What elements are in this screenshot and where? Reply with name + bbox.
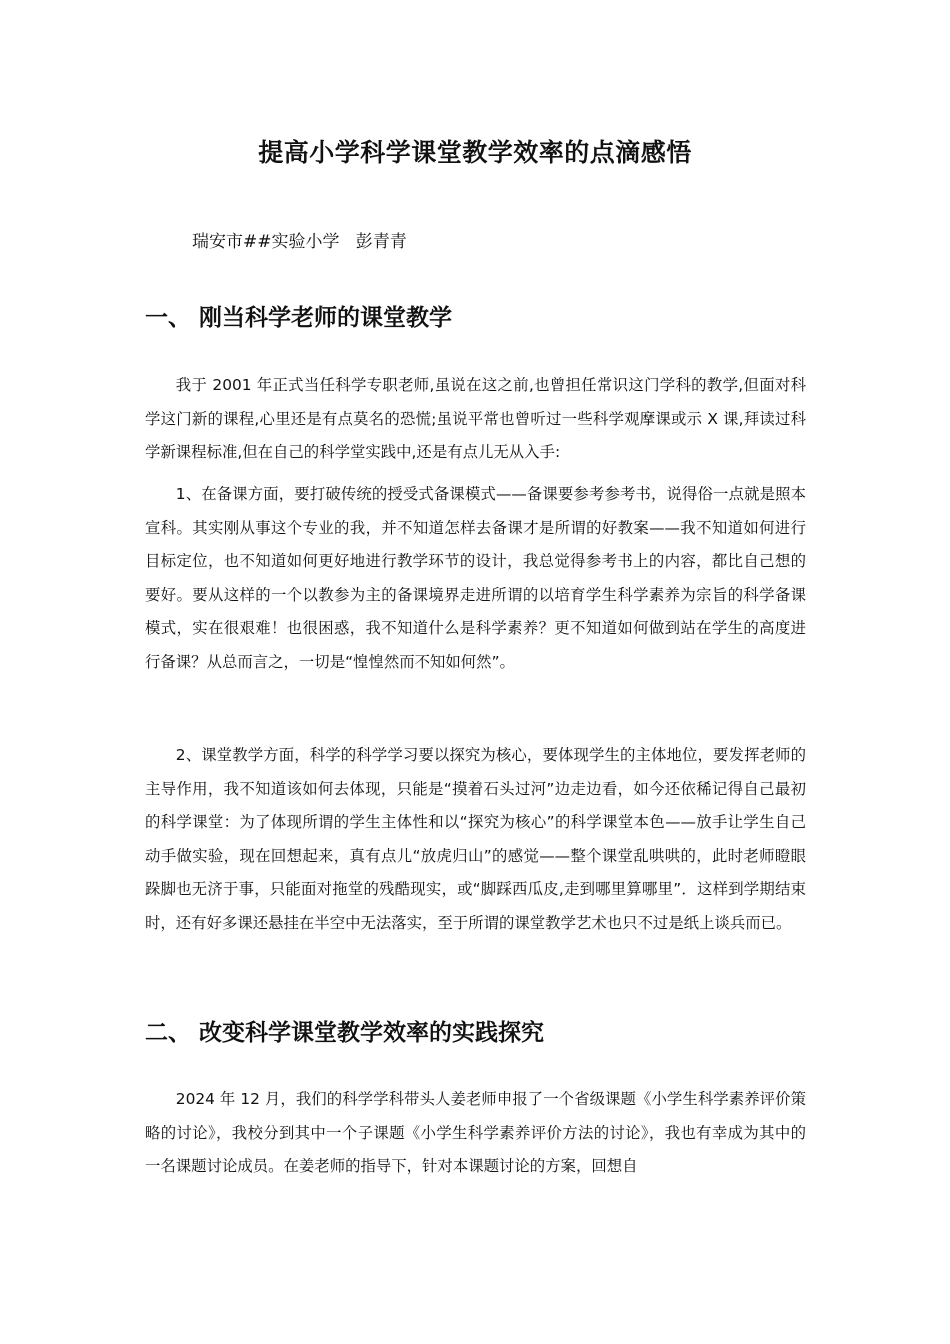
- author-line: 瑞安市##实验小学 彭青青: [192, 232, 407, 252]
- paragraph: 1、在备课方面，要打破传统的授受式备课模式——备课要参考参考书，说得俗一点就是照本宣科。其实刚从事这个专业的我，并不知道怎样去备课才是所谓的好教案——我不知道如何进行目标定位，也不知道如何更好地进行教学环节的设计，我总觉得参考书上的内容，都比自己想的要好。要从这样的一个以教参为主的备课境界走进所谓的以培育学生科学素养为宗旨的科学备课模式，实在很艰难！也很困惑，我不知道什么是科学素养？更不知道如何做到站在学生的高度进行备课？从总而言之，一切是“惶惶然而不知如何然”。: [145, 485, 806, 671]
- section-heading-1: 一、 刚当科学老师的课堂教学: [145, 305, 453, 331]
- document-title: 提高小学科学课堂教学效率的点滴感悟: [258, 138, 692, 167]
- paragraph: 我于 2001 年正式当任科学专职老师,虽说在这之前,也曾担任常识这门学科的教学,但面对科学这门新的课程,心里还是有点莫名的恐慌;虽说平常也曾听过一些科学观摩课或示 X 课,拜读过科学新课程标准,但在自己的科学堂实践中,还是有点儿无从入手:: [145, 376, 806, 461]
- section-heading-2: 二、 改变科学课堂教学效率的实践探究: [145, 1020, 545, 1046]
- paragraph: 2、课堂教学方面，科学的科学学习要以探究为核心，要体现学生的主体地位，要发挥老师的主导作用，我不知道该如何去体现，只能是“摸着石头过河”边走边看，如今还依稀记得自己最初的科学课堂：为了体现所谓的学生主体性和以“探究为核心”的科学课堂本色——放手让学生自己动手做实验，现在回想起来，真有点儿“放虎归山”的感觉——整个课堂乱哄哄的，此时老师瞪眼跺脚也无济于事，只能面对拖堂的残酷现实，或“脚踩西瓜皮,走到哪里算哪里”．这样到学期结束时，还有好多课还悬挂在半空中无法落实，至于所谓的课堂教学艺术也只不过是纸上谈兵而已。: [145, 746, 806, 932]
- paragraph: 2024 年 12 月，我们的科学学科带头人姜老师申报了一个省级课题《小学生科学素养评价策略的讨论》，我校分到其中一个子课题《小学生科学素养评价方法的讨论》，我也有幸成为其中的一名课题讨论成员。在姜老师的指导下，针对本课题讨论的方案，回想自: [145, 1090, 806, 1175]
